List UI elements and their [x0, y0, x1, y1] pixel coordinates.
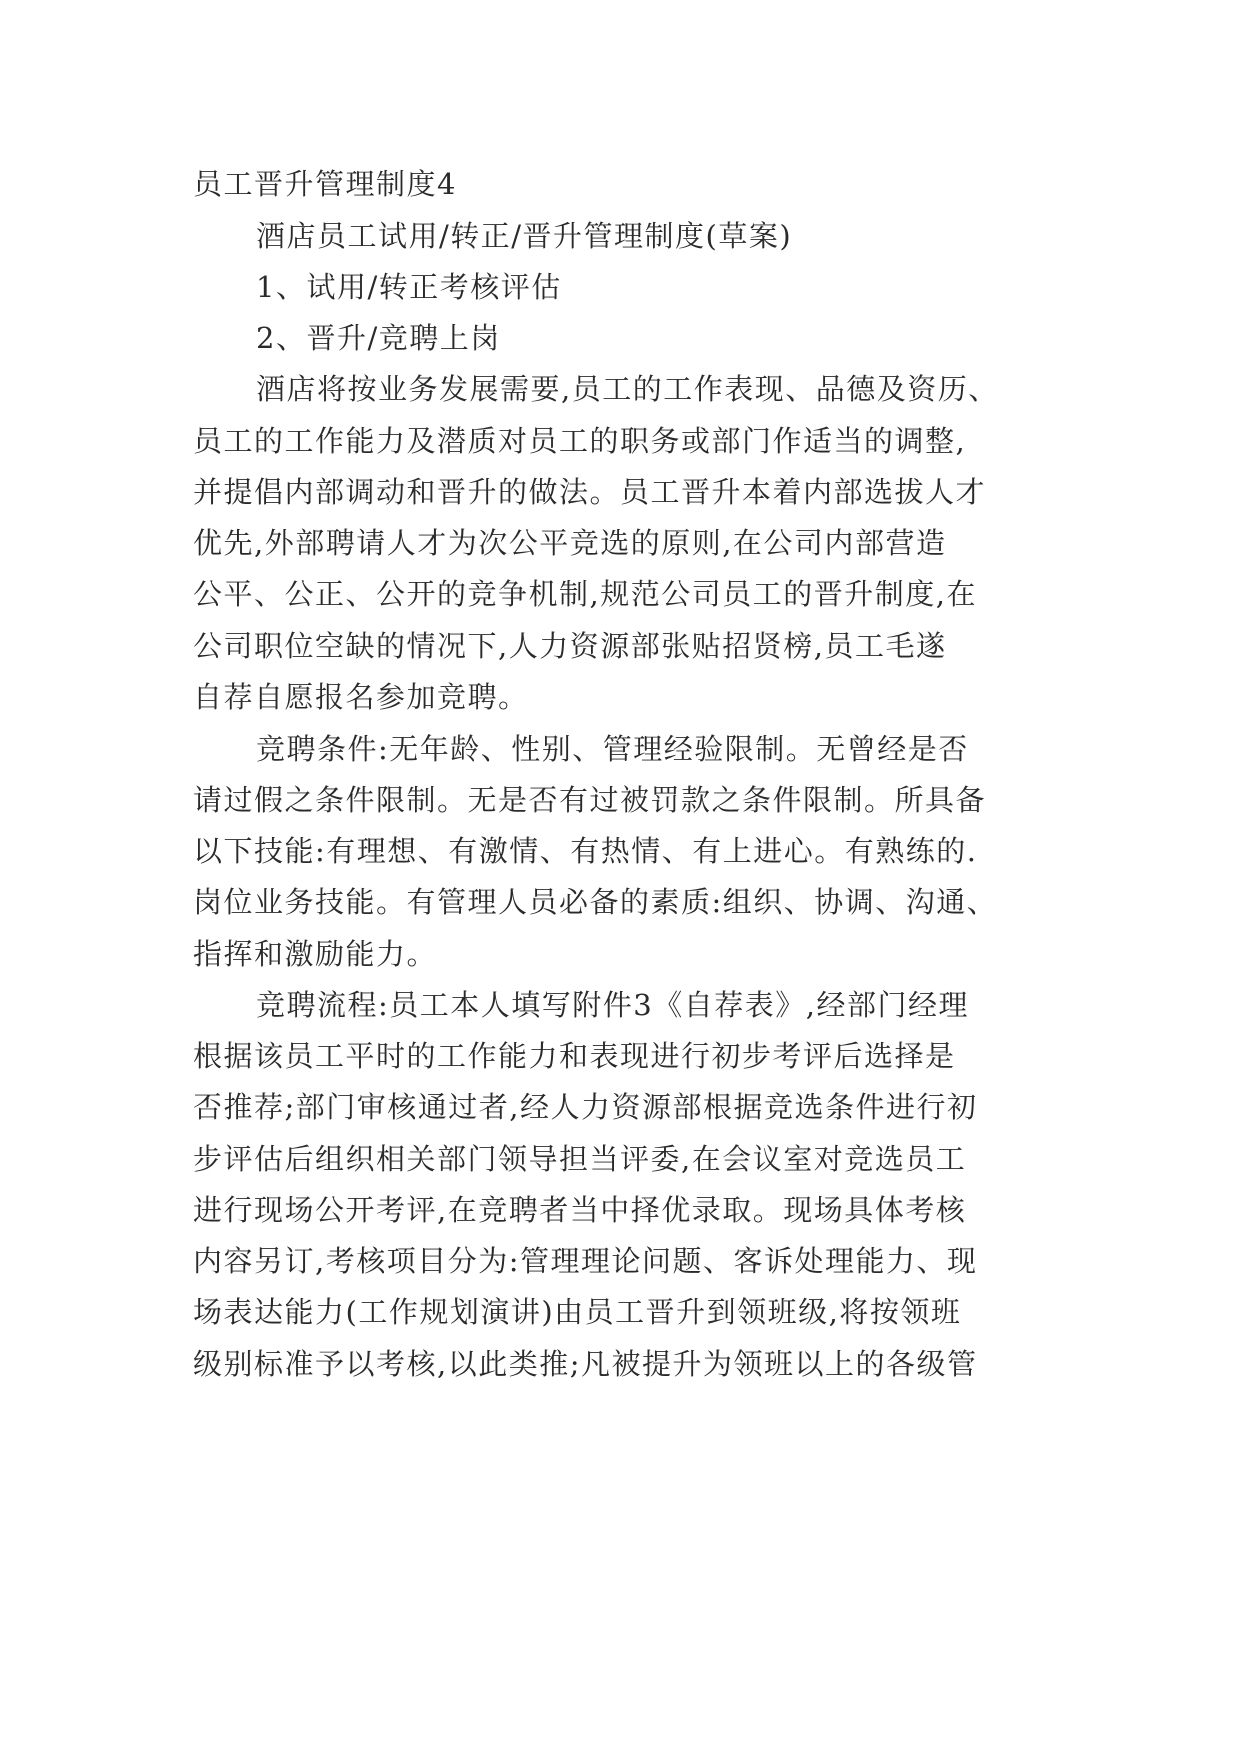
paragraph-line: 以下技能:有理想、有激情、有热情、有上进心。有熟练的. [193, 834, 978, 868]
document-title: 员工晋升管理制度4 [193, 167, 457, 201]
paragraph-line: 公司职位空缺的情况下,人力资源部张贴招贤榜,员工毛遂 [193, 629, 947, 663]
paragraph-line: 公平、公正、公开的竞争机制,规范公司员工的晋升制度,在 [193, 577, 977, 611]
paragraph-line: 竞聘条件:无年龄、性别、管理经验限制。无曾经是否 [256, 732, 969, 766]
paragraph-line: 场表达能力(工作规划演讲)由员工晋升到领班级,将按领班 [193, 1295, 962, 1329]
paragraph-line: 步评估后组织相关部门领导担当评委,在会议室对竞选员工 [193, 1142, 967, 1176]
list-item: 1、试用/转正考核评估 [256, 270, 562, 304]
paragraph-line: 酒店将按业务发展需要,员工的工作表现、品德及资历、 [256, 372, 999, 406]
paragraph-line: 内容另订,考核项目分为:管理理论问题、客诉处理能力、现 [193, 1244, 978, 1278]
paragraph-line: 员工的工作能力及潜质对员工的职务或部门作适当的调整, [193, 424, 967, 458]
paragraph-line: 岗位业务技能。有管理人员必备的素质:组织、协调、沟通、 [193, 885, 998, 919]
paragraph-line: 根据该员工平时的工作能力和表现进行初步考评后选择是 [193, 1039, 956, 1073]
list-item: 2、晋升/竞聘上岗 [256, 321, 501, 355]
paragraph-line: 竞聘流程:员工本人填写附件3《自荐表》,经部门经理 [256, 988, 969, 1022]
subtitle-line: 酒店员工试用/转正/晋升管理制度(草案) [256, 219, 793, 253]
paragraph-line: 请过假之条件限制。无是否有过被罚款之条件限制。所具备 [193, 783, 987, 817]
paragraph-line: 优先,外部聘请人才为次公平竞选的原则,在公司内部营造 [193, 526, 947, 560]
paragraph-line: 指挥和激励能力。 [193, 937, 438, 971]
paragraph-line: 级别标准予以考核,以此类推;凡被提升为领班以上的各级管 [193, 1347, 978, 1381]
paragraph-line: 进行现场公开考评,在竞聘者当中择优录取。现场具体考核 [193, 1193, 967, 1227]
paragraph-line: 自荐自愿报名参加竞聘。 [193, 680, 529, 714]
paragraph-line: 并提倡内部调动和晋升的做法。员工晋升本着内部选拔人才 [193, 475, 987, 509]
paragraph-line: 否推荐;部门审核通过者,经人力资源部根据竞选条件进行初 [193, 1090, 978, 1124]
